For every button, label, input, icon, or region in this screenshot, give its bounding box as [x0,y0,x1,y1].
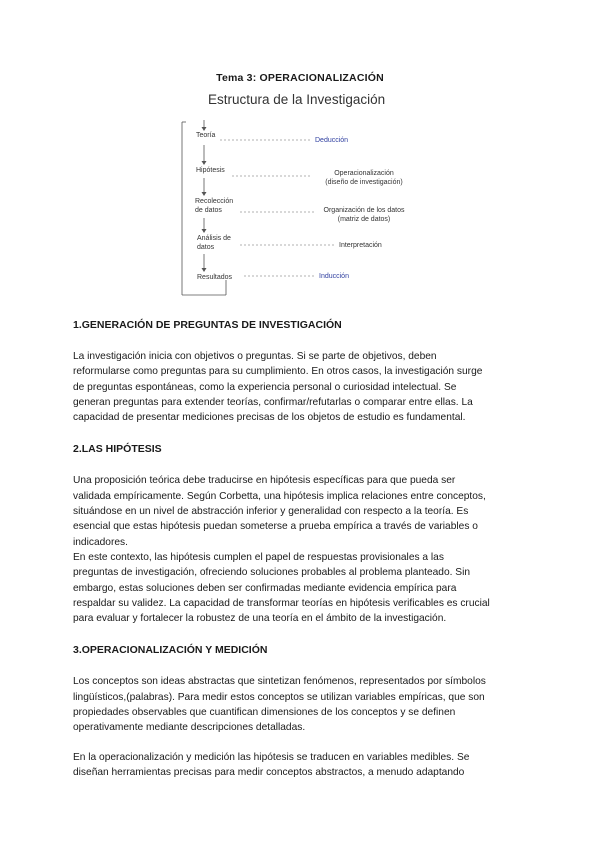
text-line: de preguntas espontáneas, como la experiencia personal o curiosidad intelectual. Se [73,381,457,393]
section-heading: 1.GENERACIÓN DE PREGUNTAS DE INVESTIGACIÓN [73,319,342,331]
text-line: embargo, estas soluciones deben ser confirmadas mediante evidencia empírica para [73,582,457,594]
text-line: En la operacionalización y medición las hipótesis se traducen en variables medibles. Se [73,751,470,763]
step-theory: Teoría [196,132,216,139]
figure-connectors [176,90,416,300]
body-paragraph [73,674,529,735]
text-line: respaldar su validez. La capacidad de transformar teorías en hipótesis verificables es crucial [73,597,490,609]
text-line: situándose en un nivel de abstracción inferior y generalidad con respecto a la teoría. Es [73,506,469,518]
section-heading: 3.OPERACIONALIZACIÓN Y MEDICIÓN [73,644,268,657]
document-title: Tema 3: OPERACIONALIZACIÓN [216,72,384,84]
body-paragraph [73,473,529,626]
text-line: reformularse como preguntas para su cumplimiento. En otros casos, la investigación surge [73,366,483,378]
body-paragraph [73,750,529,781]
section-heading: 2.LAS HIPÓTESIS [73,443,162,456]
process-interpretation: Interpretación [339,242,382,249]
process-operationalization: Operacionalización (diseño de investigación) [325,170,403,186]
process-data-organization: Organización de los datos (matriz de datos) [323,207,405,223]
text-line: lingüísticos,(palabras). Para medir estos conceptos se utilizan variables empíricas, que son [73,691,485,703]
step-hypothesis: Hipótesis [196,167,225,174]
process-deduction: Deducción [315,137,349,144]
text-line: Los conceptos son ideas abstractas que sintetizan fenómenos, representados por símbolos [73,676,486,688]
step-data-analysis: Análisis de datos [197,235,231,251]
text-line: En este contexto, las hipótesis cumplen el papel de respuestas provisionales a las [73,551,444,563]
text-line: propiedades observables que cuantifican dimensiones de los conceptos y se definen [73,707,456,719]
text-line: diseñan herramientas precisas para medir conceptos abstractos, a menudo adaptando [73,766,465,778]
process-induction: Inducción [319,273,349,280]
figure-title: Estructura de la Investigación [208,92,386,107]
text-line: indicadores. [73,536,128,548]
step-data-collection: Recolección de datos [195,198,234,214]
text-line: capacidad de presentar mediciones precisas de los objetos de estudio es fundamental. [73,412,466,424]
text-line: esencial que estas hipótesis puedan someterse a prueba empírica a través de variables o [73,521,478,533]
document-body [73,318,529,797]
research-structure-figure [176,90,416,300]
body-paragraph [73,349,529,425]
text-line: generan preguntas para extender teorías, confirmar/refutarlas o comparar entre ellas. La [73,396,473,408]
step-results: Resultados [197,274,233,281]
text-line: para evaluar y fortalecer la robustez de una teoría en el ámbito de la investigación. [73,613,447,625]
text-line: Una proposición teórica debe traducirse en hipótesis específicas para que pueda ser [73,475,456,487]
text-line: preguntas de investigación, ofreciendo soluciones probables al problema planteado. Sin [73,567,471,579]
text-line: operativamente mediante descripciones detalladas. [73,722,306,734]
text-line: La investigación inicia con objetivos o preguntas. Si se parte de objetivos, deben [73,351,437,362]
text-line: validada empíricamente. Según Corbetta, una hipótesis implica relaciones entre conceptos, [73,490,486,502]
